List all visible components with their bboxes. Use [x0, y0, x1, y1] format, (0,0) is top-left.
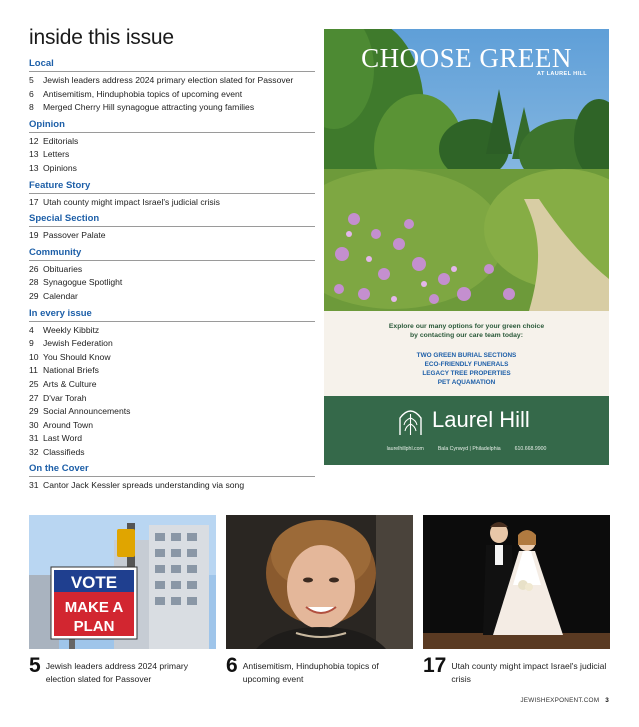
- entry-page: 11: [29, 365, 38, 376]
- ad-option: TWO GREEN BURIAL SECTIONS: [416, 352, 517, 359]
- entry-text: D'var Torah: [43, 392, 87, 403]
- sign-vote-text: VOTE: [70, 573, 118, 592]
- table-of-contents: [29, 58, 315, 497]
- entry-text: Editorials: [43, 135, 79, 146]
- entry-page: 6: [29, 88, 34, 99]
- toc-entry[interactable]: [29, 135, 315, 149]
- entry-page: 25: [29, 378, 39, 389]
- toc-entry[interactable]: [29, 196, 315, 210]
- entry-text: National Briefs: [43, 365, 99, 376]
- entry-page: 8: [29, 102, 34, 113]
- toc-entry[interactable]: [29, 351, 315, 365]
- entry-page: 10: [29, 351, 39, 362]
- caption-text: Utah county might impact Israel's judicial crisis: [451, 661, 607, 684]
- footer-page-number: 3: [605, 697, 609, 704]
- ad-brand-band: [324, 396, 609, 465]
- entry-text: Opinions: [43, 162, 77, 173]
- entry-page: 31: [29, 433, 39, 444]
- toc-section-community: [29, 247, 315, 304]
- entry-text: Jewish leaders address 2024 primary election slated for Passover: [43, 75, 294, 85]
- entry-text: Merged Cherry Hill synagogue attracting young families: [43, 102, 255, 113]
- sign-make-a-text: MAKE A: [64, 599, 124, 616]
- section-heading[interactable]: Opinion: [29, 119, 315, 133]
- entry-text: Synagogue Spotlight: [43, 277, 123, 288]
- toc-entry[interactable]: [29, 162, 315, 176]
- toc-entry[interactable]: [29, 405, 315, 419]
- caption-text: Jewish leaders address 2024 primary election slated for Passover: [45, 661, 189, 684]
- toc-entry[interactable]: [29, 446, 315, 460]
- entry-page: 32: [29, 446, 39, 457]
- entry-page: 9: [29, 338, 34, 349]
- toc-entry[interactable]: [29, 229, 315, 243]
- caption-text: Antisemitism, Hinduphobia topics of upcoming event: [242, 661, 379, 684]
- entry-text: Classifieds: [43, 446, 85, 457]
- entry-page: 19: [29, 230, 39, 241]
- entry-page: 29: [29, 290, 39, 301]
- section-heading[interactable]: In every issue: [29, 308, 315, 322]
- entry-text: Passover Palate: [43, 230, 106, 241]
- sign-plan-text: PLAN: [73, 618, 115, 635]
- toc-entry[interactable]: [29, 419, 315, 433]
- toc-section-in-every-issue: [29, 308, 315, 460]
- toc-section-local: [29, 58, 315, 115]
- entry-page: 31: [29, 480, 39, 491]
- ad-option: PET AQUAMATION: [437, 379, 496, 386]
- toc-section-feature-story: [29, 180, 315, 210]
- caption-page-number: 5: [29, 654, 41, 677]
- section-heading[interactable]: On the Cover: [29, 463, 315, 477]
- toc-entry[interactable]: [29, 290, 315, 304]
- entry-text: Obituaries: [43, 263, 83, 274]
- toc-entry[interactable]: [29, 88, 315, 102]
- ad-option: ECO-FRIENDLY FUNERALS: [424, 361, 509, 368]
- entry-page: 13: [29, 149, 39, 160]
- ad-contact-line: [324, 446, 609, 452]
- ad-subheadline: AT LAUREL HILL: [536, 71, 587, 77]
- entry-page: 13: [29, 162, 39, 173]
- feature-caption[interactable]: [226, 656, 413, 685]
- entry-page: 28: [29, 277, 39, 288]
- entry-page: 29: [29, 406, 39, 417]
- ad-explore-text: [324, 322, 609, 340]
- toc-entry[interactable]: [29, 101, 315, 115]
- entry-text: You Should Know: [43, 351, 111, 362]
- entry-text: Antisemitism, Hinduphobia topics of upcoming event: [43, 88, 243, 99]
- entry-page: 27: [29, 392, 39, 403]
- entry-text: Last Word: [43, 433, 83, 444]
- ad-explore-line: by contacting our care team today:: [410, 332, 523, 339]
- toc-entry[interactable]: [29, 432, 315, 446]
- ad-brand-name: Laurel Hill: [432, 407, 530, 432]
- footer-site[interactable]: JEWISHEXPONENT.COM: [520, 697, 600, 704]
- entry-text: Social Announcements: [43, 406, 131, 417]
- vote-sign-photo[interactable]: [29, 515, 216, 649]
- ad-phone: 610.668.9900: [514, 446, 547, 452]
- caption-page-number: 6: [226, 654, 238, 677]
- entry-text: Weekly Kibbitz: [43, 324, 100, 335]
- portrait-photo[interactable]: [226, 515, 413, 649]
- toc-entry[interactable]: [29, 392, 315, 406]
- entry-text: Jewish Federation: [43, 338, 113, 349]
- toc-section-opinion: [29, 119, 315, 176]
- section-heading[interactable]: Local: [29, 58, 315, 72]
- entry-text: Letters: [43, 149, 70, 160]
- ad-option: LEGACY TREE PROPERTIES: [422, 370, 511, 377]
- section-heading[interactable]: Special Section: [29, 213, 315, 227]
- entry-page: 4: [29, 324, 34, 335]
- toc-entry[interactable]: [29, 276, 315, 290]
- toc-entry[interactable]: [29, 324, 315, 338]
- entry-page: 5: [29, 75, 34, 85]
- entry-text: Arts & Culture: [43, 378, 97, 389]
- caption-page-number: 17: [423, 654, 447, 677]
- ad-location: Bala Cynwyd | Philadelphia: [437, 446, 501, 452]
- laurel-hill-logo-icon: [398, 406, 423, 436]
- toc-entry[interactable]: [29, 148, 315, 162]
- ad-options-list: [324, 351, 609, 387]
- feature-caption[interactable]: [423, 656, 610, 685]
- toc-entry[interactable]: [29, 479, 315, 493]
- toc-entry[interactable]: [29, 337, 315, 351]
- wedding-figurine-photo[interactable]: [423, 515, 610, 649]
- entry-text: Calendar: [43, 290, 78, 301]
- toc-entry[interactable]: [29, 364, 315, 378]
- entry-text: Around Town: [43, 419, 94, 430]
- toc-section-special-section: [29, 213, 315, 243]
- entry-page: 17: [29, 196, 39, 207]
- toc-entry[interactable]: [29, 263, 315, 277]
- page-title: inside this issue: [29, 26, 174, 49]
- ad-website[interactable]: laurelhillphl.com: [386, 446, 424, 452]
- ad-explore-line: Explore our many options for your green choice: [388, 323, 545, 330]
- toc-entry[interactable]: [29, 74, 315, 88]
- page-footer: [520, 697, 609, 704]
- entry-text: Cantor Jack Kessler spreads understanding via song: [43, 480, 245, 491]
- entry-page: 12: [29, 135, 39, 146]
- toc-section-on-the-cover: [29, 463, 315, 493]
- laurel-hill-advertisement[interactable]: [324, 29, 609, 465]
- entry-text: Utah county might impact Israel's judicial crisis: [43, 196, 220, 207]
- section-heading[interactable]: Feature Story: [29, 180, 315, 194]
- toc-entry[interactable]: [29, 378, 315, 392]
- feature-caption[interactable]: [29, 656, 216, 685]
- entry-page: 30: [29, 419, 39, 430]
- entry-page: 26: [29, 263, 39, 274]
- ad-headline: CHOOSE GREEN: [361, 43, 572, 73]
- section-heading[interactable]: Community: [29, 247, 315, 261]
